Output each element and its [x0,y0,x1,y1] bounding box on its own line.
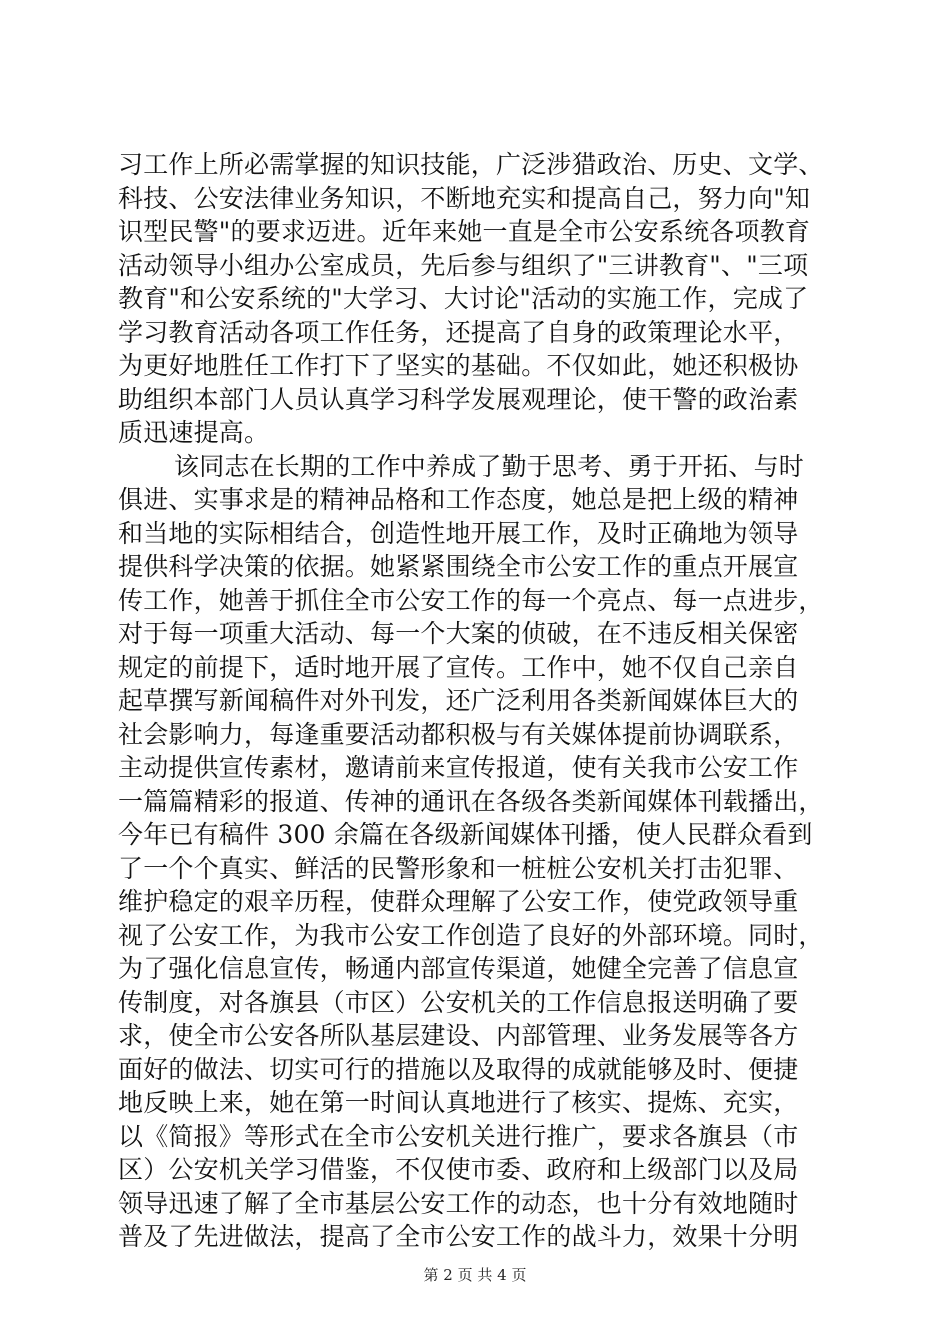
text-line: 起草撰写新闻稿件对外刊发，还广泛利用各类新闻媒体巨大的 [118,686,799,715]
text-line: 俱进、实事求是的精神品格和工作态度，她总是把上级的精神 [118,485,799,514]
text-line: 为了强化信息宣传，畅通内部宣传渠道，她健全完善了信息宣 [118,954,799,983]
text-line: 面好的做法、切实可行的措施以及取得的成就能够及时、便捷 [118,1054,799,1084]
text-line: 社会影响力，每逢重要活动都积极与有关媒体提前协调联系， [118,719,799,749]
text-line: 地反映上来，她在第一时间认真地进行了核实、提炼、充实， [118,1088,799,1117]
text-line: 提供科学决策的依据。她紧紧围绕全市公安工作的重点开展宣 [118,552,799,581]
text-line: 质迅速提高。 [118,418,270,447]
text-line: 规定的前提下，适时地开展了宣传。工作中，她不仅自己亲自 [118,652,799,682]
text-line: 学习教育活动各项工作任务，还提高了自身的政策理论水平， [118,317,799,347]
text-line: 科技、公安法律业务知识，不断地充实和提高自己，努力向"知 [118,183,811,213]
text-line: 助组织本部门人员认真学习科学发展观理论，使干警的政治素 [118,384,799,414]
page-number-footer: 第 2 页 共 4 页 [423,1266,527,1284]
document-body [118,148,838,1254]
text-line: 普及了先进做法，提高了全市公安工作的战斗力，效果十分明 [118,1222,799,1251]
text-line: 对于每一项重大活动、每一个大案的侦破，在不违反相关保密 [118,619,799,648]
text-line: 以《简报》等形式在全市公安机关进行推广，要求各旗县（市 [118,1121,799,1151]
text-line: 传工作，她善于抓住全市公安工作的每一个亮点、每一点进步， [118,585,824,615]
text-line: 传制度，对各旗县（市区）公安机关的工作信息报送明确了要 [118,987,799,1017]
text-line: 一篇篇精彩的报道、传神的通讯在各级各类新闻媒体刊载播出， [118,786,824,816]
text-line: 教育"和公安系统的"大学习、大讨论"活动的实施工作，完成了 [118,284,809,313]
text-line: 了一个个真实、鲜活的民警形象和一桩桩公安机关打击犯罪、 [118,853,799,883]
text-line: 视了公安工作，为我市公安工作创造了良好的外部环境。同时， [118,920,824,950]
paragraph-1 [118,148,838,450]
text-line: 和当地的实际相结合，创造性地开展工作，及时正确地为领导 [118,518,799,548]
text-line: 主动提供宣传素材，邀请前来宣传报道，使有关我市公安工作 [118,753,799,782]
text-line: 区）公安机关学习借鉴，不仅使市委、政府和上级部门以及局 [118,1155,799,1184]
text-line: 识型民警"的要求迈进。近年来她一直是全市公安系统各项教育 [118,217,811,246]
text-line: 求，使全市公安各所队基层建设、内部管理、业务发展等各方 [118,1021,799,1050]
text-line: 维护稳定的艰辛历程，使群众理解了公安工作，使党政领导重 [118,887,799,916]
text-line: 今年已有稿件 300 余篇在各级新闻媒体刊播，使人民群众看到 [118,820,813,849]
text-line: 习工作上所必需掌握的知识技能，广泛涉猎政治、历史、文学、 [118,150,824,179]
text-line-first: 该同志在长期的工作中养成了勤于思考、勇于开拓、与时 [174,451,805,481]
text-line: 领导迅速了解了全市基层公安工作的动态，也十分有效地随时 [118,1188,799,1218]
paragraph-2 [118,450,838,1254]
text-line: 为更好地胜任工作打下了坚实的基础。不仅如此，她还积极协 [118,351,799,380]
text-line: 活动领导小组办公室成员，先后参与组织了"三讲教育"、"三项 [118,250,809,280]
